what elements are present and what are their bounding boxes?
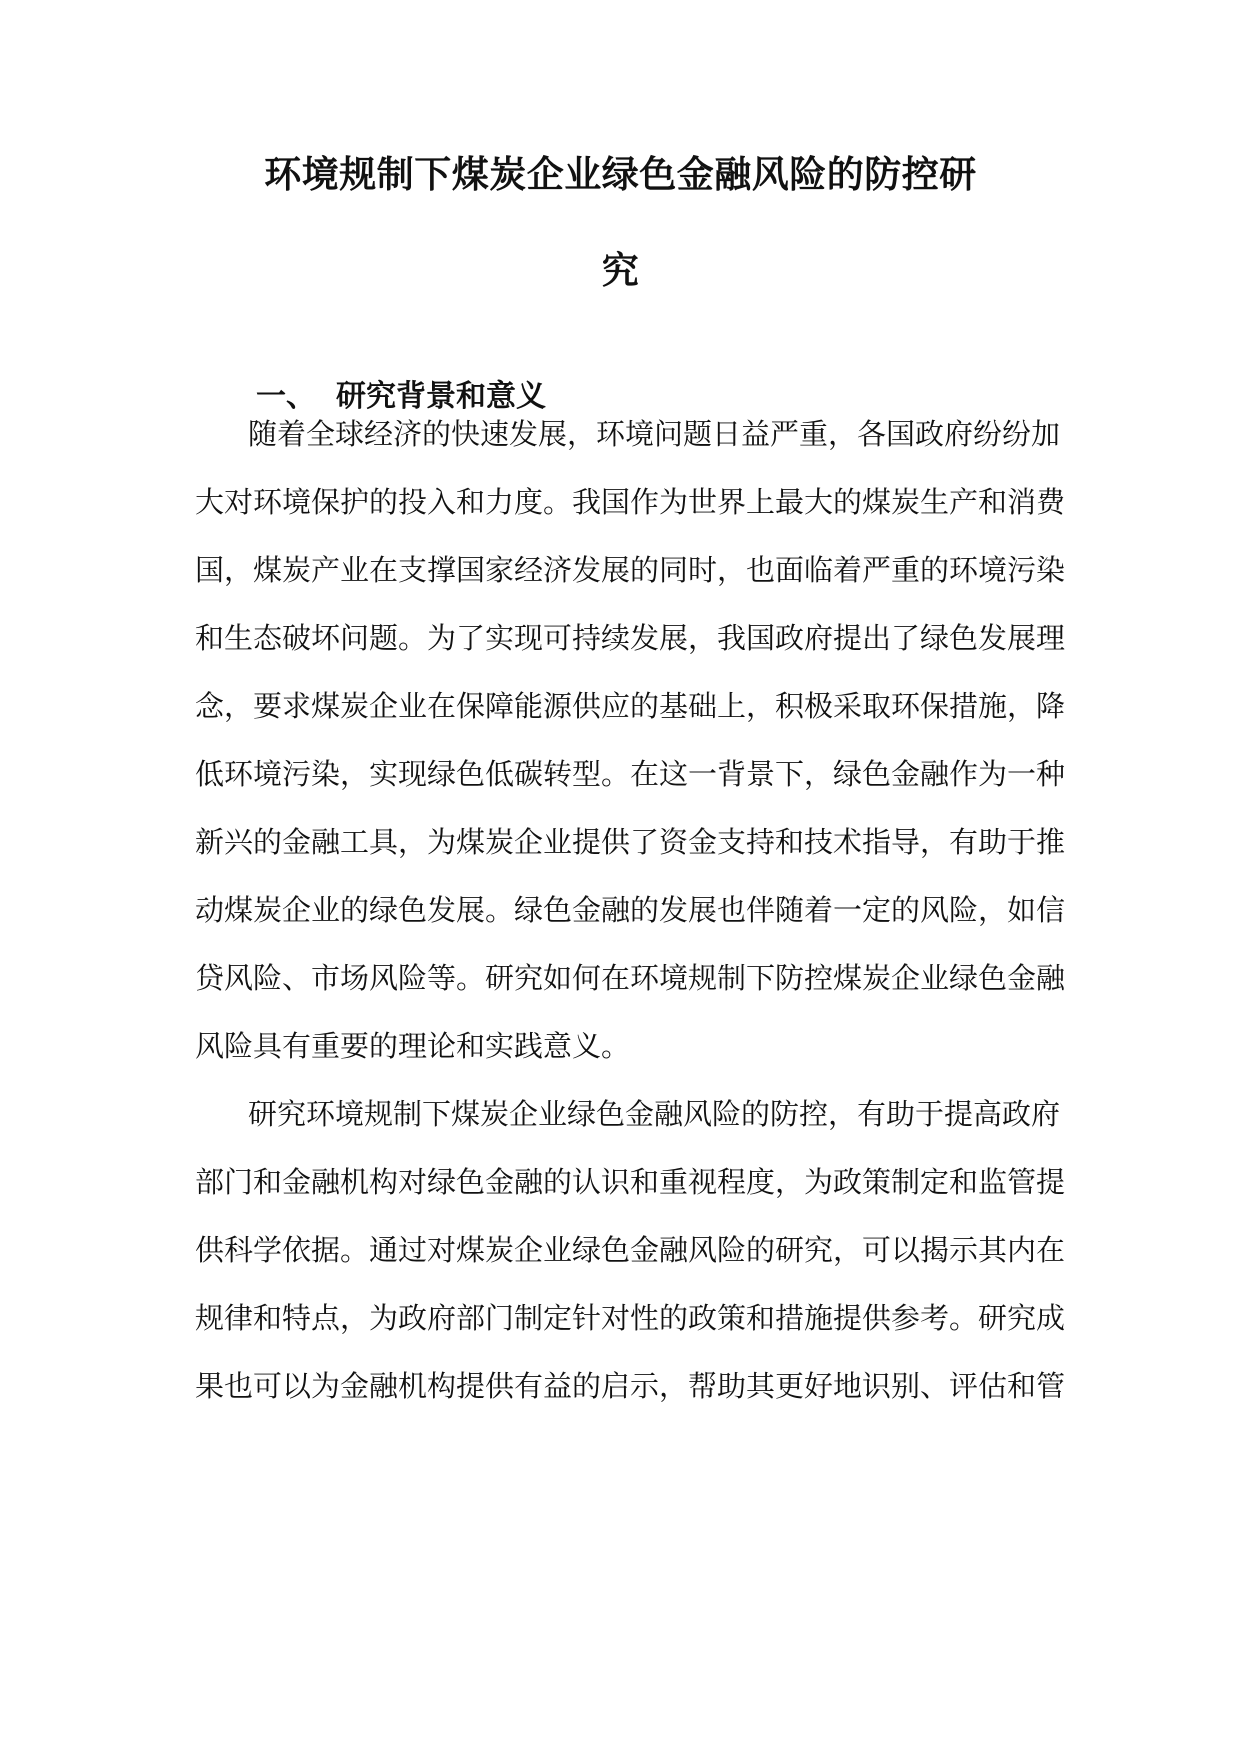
- paragraph-1-line: 动煤炭企业的绿色发展。绿色金融的发展也伴随着一定的风险，如信: [195, 893, 1066, 927]
- paragraph-2-line: 规律和特点，为政府部门制定针对性的政策和措施提供参考。研究成: [195, 1301, 1066, 1335]
- paragraph-1-line: 念，要求煤炭企业在保障能源供应的基础上，积极采取环保措施，降: [195, 689, 1066, 723]
- document-title-line-1: 环境规制下煤炭企业绿色金融风险的防控研: [264, 153, 977, 196]
- paragraph-1-line: 随着全球经济的快速发展，环境问题日益严重，各国政府纷纷加: [248, 417, 1061, 451]
- section-number: 一、: [256, 379, 316, 414]
- paragraph-2-line: 研究环境规制下煤炭企业绿色金融风险的防控，有助于提高政府: [248, 1097, 1061, 1131]
- paragraph-1-line: 大对环境保护的投入和力度。我国作为世界上最大的煤炭生产和消费: [195, 485, 1066, 519]
- paragraph-2-line: 供科学依据。通过对煤炭企业绿色金融风险的研究，可以揭示其内在: [195, 1233, 1066, 1267]
- paragraph-2-line: 部门和金融机构对绿色金融的认识和重视程度，为政策制定和监管提: [195, 1165, 1066, 1199]
- paragraph-1-line: 低环境污染，实现绿色低碳转型。在这一背景下，绿色金融作为一种: [195, 757, 1066, 791]
- section-heading: [256, 379, 546, 414]
- paragraph-1-line: 风险具有重要的理论和实践意义。: [195, 1029, 631, 1063]
- document-title-line-2: 究: [601, 249, 640, 292]
- paragraph-2-line: 果也可以为金融机构提供有益的启示，帮助其更好地识别、评估和管: [195, 1369, 1066, 1403]
- section-heading-text: 研究背景和意义: [336, 379, 546, 414]
- paragraph-1-line: 和生态破坏问题。为了实现可持续发展，我国政府提出了绿色发展理: [195, 621, 1066, 655]
- paragraph-1-line: 贷风险、市场风险等。研究如何在环境规制下防控煤炭企业绿色金融: [195, 961, 1066, 995]
- paragraph-1-line: 新兴的金融工具，为煤炭企业提供了资金支持和技术指导，有助于推: [195, 825, 1066, 859]
- paragraph-1-line: 国，煤炭产业在支撑国家经济发展的同时，也面临着严重的环境污染: [195, 553, 1066, 587]
